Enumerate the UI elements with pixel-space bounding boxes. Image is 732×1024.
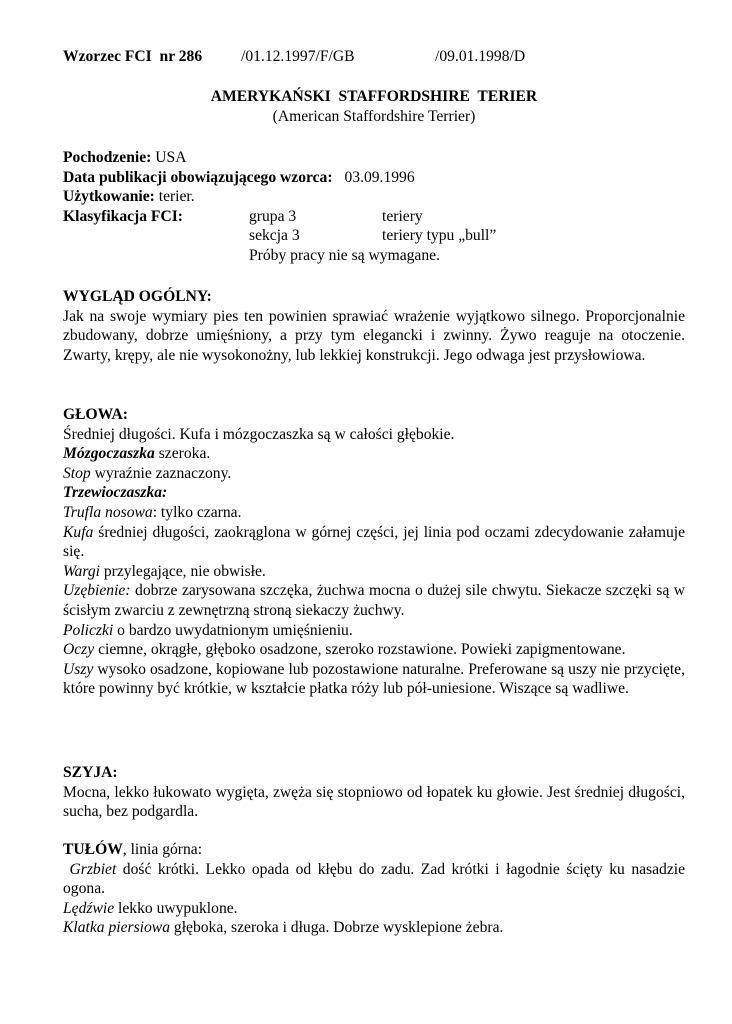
stop-text: wyraźnie zaznaczony. — [90, 464, 232, 482]
ears-paragraph — [63, 660, 685, 699]
nose-paragraph — [63, 503, 685, 523]
skull-label: Mózgoczaszka — [63, 445, 155, 463]
group-number: grupa 3 — [249, 207, 297, 225]
section-head — [63, 405, 685, 699]
ears-label: Uszy — [63, 660, 94, 678]
origin-label: Pochodzenie: — [63, 149, 152, 166]
skull-text: szeroka. — [154, 445, 211, 463]
section-heading: TUŁÓW — [63, 841, 123, 858]
teeth-label: Uzębienie: — [63, 582, 131, 600]
loin-paragraph — [63, 899, 685, 919]
back-label: Grzbiet — [63, 860, 117, 878]
classification-row — [63, 207, 685, 227]
lips-paragraph — [63, 562, 685, 582]
body-heading-suffix: , linia górna: — [122, 841, 203, 858]
muzzle-paragraph — [63, 523, 685, 562]
date-gb: /01.12.1997/F/GB — [241, 48, 355, 65]
general-appearance-text: Jak na swoje wymiary pies ten powinien sprawiać wrażenie wyjątkowo silnego. Proporcjonalnie zbudowany, dobrze umięśniony, a przy tym elegancki i zwinny. Żywo reaguje na otoczenie. Zwarty, krępy, ale nie wysokonożny, lub lekkiej konstrukcji. Jego odwaga jest przysłowiowa. — [63, 307, 685, 364]
document-title — [63, 87, 685, 126]
section-number: sekcja 3 — [249, 227, 300, 245]
utilization-value: terier. — [158, 188, 195, 206]
cheeks-paragraph — [63, 621, 685, 641]
section-heading: WYGLĄD OGÓLNY: — [63, 288, 212, 305]
section-neck — [63, 763, 685, 822]
body-heading-line — [63, 840, 685, 860]
origin-value: USA — [155, 149, 187, 166]
loin-text: lekko uwypuklone. — [114, 899, 238, 917]
back-text: dość krótki. Lekko opada od kłębu do zadu. Zad krótki i łagodnie ścięty ku nasadzie ogona. — [63, 860, 686, 898]
work-trials-text: Próby pracy nie są wymagane. — [249, 246, 440, 264]
nose-text: : tylko czarna. — [152, 503, 242, 521]
facial-region-label: Trzewioczaszka: — [63, 484, 168, 502]
section-heading: SZYJA: — [63, 764, 118, 781]
publication-label: Data publikacji obowiązującego wzorca: — [63, 168, 333, 186]
teeth-text: dobrze zarysowana szczęka, żuchwa mocna o dużej sile chwytu. Siekacze szczęki są w ścisłym zwarciu z zewnętrzną stroną siekaczy żuchwy. — [63, 582, 685, 619]
breed-title: AMERYKAŃSKI STAFFORDSHIRE TERIER — [210, 88, 538, 105]
skull-paragraph — [63, 444, 685, 464]
loin-label: Lędźwie — [63, 899, 115, 917]
stop-label: Stop — [63, 464, 91, 482]
eyes-text: ciemne, okrągłe, głęboko osadzone, szeroko rozstawione. Powieki zapigmentowane. — [94, 641, 626, 659]
cheeks-label: Policzki — [63, 621, 114, 639]
chest-text: głęboka, szeroka i długa. Dobrze wysklepione żebra. — [170, 919, 504, 937]
chest-label: Klatka piersiowa — [63, 919, 170, 937]
eyes-label: Oczy — [63, 641, 95, 659]
chest-paragraph — [63, 918, 685, 938]
section-body — [63, 840, 685, 938]
utilization-label: Użytkowanie: — [63, 188, 155, 206]
standard-number: Wzorzec FCI nr 286 — [63, 48, 203, 65]
eyes-paragraph — [63, 640, 685, 660]
publication-row — [63, 168, 685, 188]
head-intro: Średniej długości. Kufa i mózgoczaszka są w całości głębokie. — [63, 425, 455, 443]
back-paragraph — [63, 860, 685, 899]
cheeks-text: o bardzo uwydatnionym umięśnieniu. — [113, 621, 353, 639]
section-name: teriery typu „bull” — [382, 227, 497, 245]
ears-text: wysoko osadzone, kopiowane lub pozostawione naturalne. Preferowane są uszy nie przycięte, które powinny być krótkie, w kształcie płatka róży lub pół-uniesione. Wiszące są wadliwe. — [63, 660, 685, 698]
muzzle-label: Kufa — [63, 523, 94, 541]
document-header — [63, 47, 685, 67]
lips-text: przylegające, nie obwisłe. — [99, 562, 266, 580]
lips-label: Wargi — [63, 562, 100, 580]
nose-label: Trufla nosowa — [63, 503, 153, 521]
date-d: /09.01.1998/D — [435, 48, 526, 65]
section-heading: GŁOWA: — [63, 406, 128, 423]
stop-paragraph — [63, 464, 685, 484]
work-trials-row — [63, 246, 685, 266]
section-general-appearance — [63, 287, 685, 365]
publication-value: 03.09.1996 — [344, 168, 415, 186]
breed-subtitle: (American Staffordshire Terrier) — [272, 107, 476, 125]
section-row — [63, 226, 685, 246]
teeth-paragraph — [63, 581, 685, 620]
classification-label: Klasyfikacja FCI: — [63, 207, 183, 225]
group-name: teriery — [382, 207, 423, 225]
utilization-row — [63, 187, 685, 207]
muzzle-text: średniej długości, zaokrąglona w górnej części, jej linia pod oczami zdecydowanie załamuje się. — [63, 523, 685, 561]
classification-block — [63, 148, 685, 266]
origin-row — [63, 148, 685, 168]
neck-text: Mocna, lekko łukowato wygięta, zwęża się stopniowo od łopatek ku głowie. Jest średniej długości, sucha, bez podgardla. — [63, 783, 685, 821]
